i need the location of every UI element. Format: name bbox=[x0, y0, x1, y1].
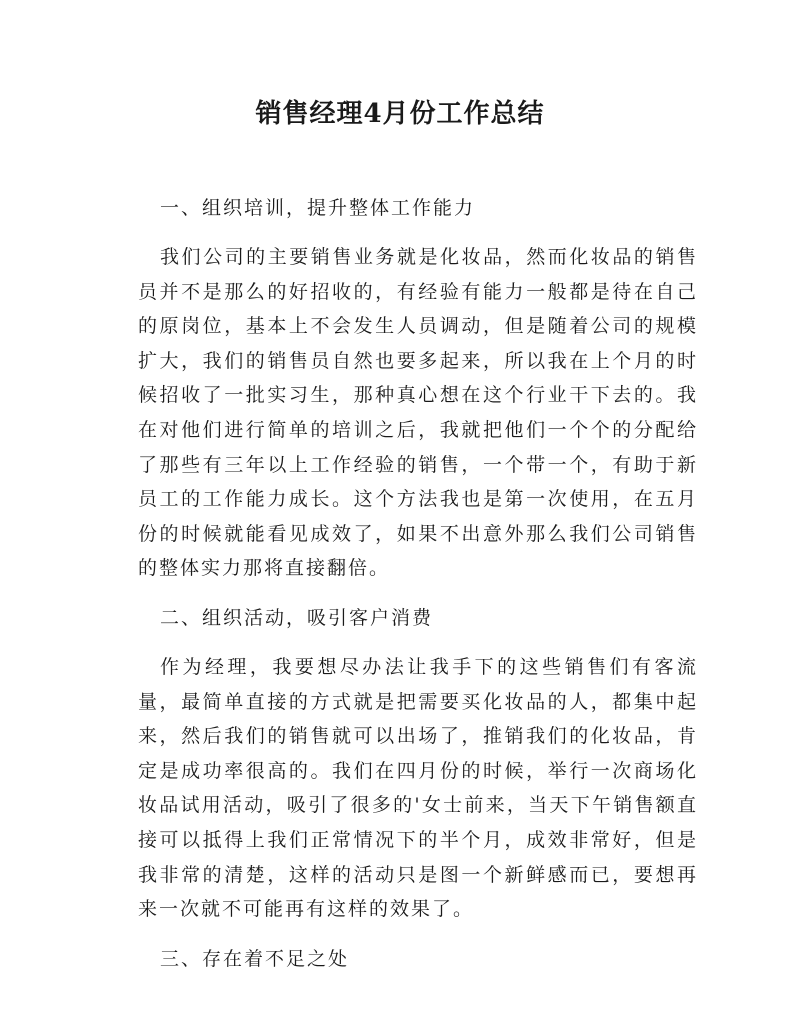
section-heading-2: 二、组织活动，吸引客户消费 bbox=[160, 606, 434, 629]
section-paragraph-1: 我们公司的主要销售业务就是化妆品，然而化妆品的销售员并不是那么的好招收的，有经验有能力一般都是待在自己的原岗位，基本上不会发生人员调动，但是随着公司的规模扩大，我们的销售员自然也要多起来，所以我在上个月的时候招收了一批实习生，那种真心想在这个行业干下去的。我在对他们进行简单的培训之后，我就把他们一个个的分配给了那些有三年以上工作经验的销售，一个带一个，有助于新员工的工作能力成长。这个方法我也是第一次使用，在五月份的时候就能看见成效了，如果不出意外那么我们公司销售的整体实力那将直接翻倍。 bbox=[138, 246, 698, 580]
document-body bbox=[138, 190, 698, 977]
document-title: 销售经理4月份工作总结 bbox=[255, 99, 545, 129]
section-heading-1: 一、组织培训，提升整体工作能力 bbox=[160, 197, 476, 219]
section-paragraph-2: 作为经理，我要想尽办法让我手下的这些销售们有客流量，最简单直接的方式就是把需要买化妆品的人，都集中起来，然后我们的销售就可以出场了，推销我们的化妆品，肯定是成功率很高的。我们在四月份的时候，举行一次商场化妆品试用活动，吸引了很多的'女士前来，当天下午销售额直接可以抵得上我们正常情况下的半个月，成效非常好，但是我非常的清楚，这样的活动只是图一个新鲜感而已，要想再来一次就不可能再有这样的效果了。 bbox=[138, 655, 698, 921]
section-heading-3: 三、存在着不足之处 bbox=[160, 947, 350, 970]
